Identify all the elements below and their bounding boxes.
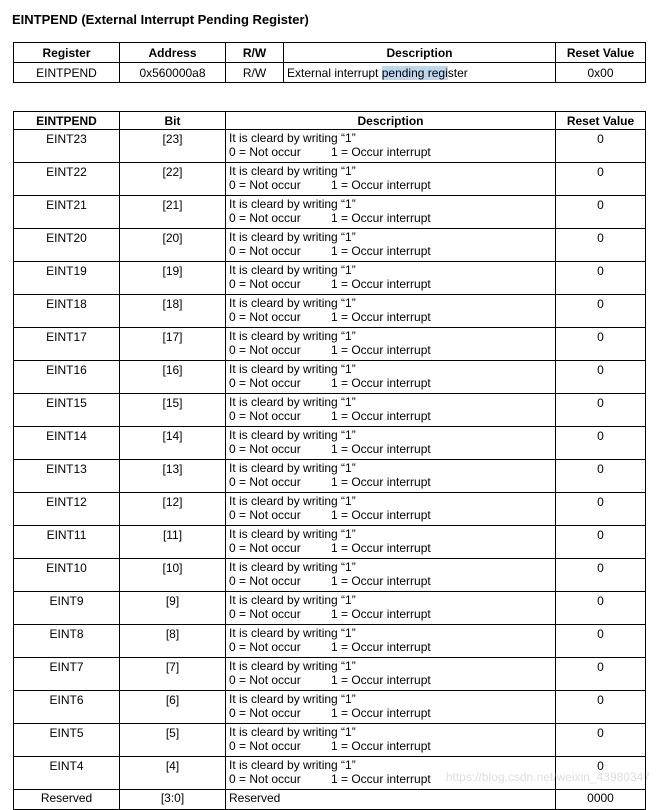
field-description bbox=[226, 493, 556, 526]
option-occur-interrupt: 1 = Occur interrupt bbox=[331, 178, 431, 192]
field-description bbox=[226, 295, 556, 328]
header-bit: Bit bbox=[120, 112, 226, 130]
field-name: EINT17 bbox=[14, 328, 120, 361]
description-line-2 bbox=[229, 244, 552, 258]
option-not-occur: 0 = Not occur bbox=[229, 706, 301, 720]
description-line-1: It is cleard by writing “1” bbox=[229, 659, 356, 673]
description-text-end: ster bbox=[447, 65, 468, 80]
bit-table-header bbox=[14, 112, 646, 130]
table-row bbox=[14, 163, 646, 196]
option-occur-interrupt: 1 = Occur interrupt bbox=[331, 574, 431, 588]
table-row bbox=[14, 559, 646, 592]
option-occur-interrupt: 1 = Occur interrupt bbox=[331, 739, 431, 753]
option-not-occur: 0 = Not occur bbox=[229, 409, 301, 423]
field-reset-value: 0 bbox=[556, 328, 646, 361]
description-line-1: It is cleard by writing “1” bbox=[229, 758, 356, 772]
watermark: https://blog.csdn.net/weixin_43980347 bbox=[445, 770, 650, 784]
field-description bbox=[226, 361, 556, 394]
description-line-1: It is cleard by writing “1” bbox=[229, 164, 356, 178]
register-description bbox=[284, 63, 556, 83]
option-not-occur: 0 = Not occur bbox=[229, 310, 301, 324]
field-bit: [21] bbox=[120, 196, 226, 229]
register-name: EINTPEND bbox=[14, 63, 120, 83]
field-description bbox=[226, 328, 556, 361]
field-bit: [8] bbox=[120, 625, 226, 658]
field-reset-value: 0 bbox=[556, 163, 646, 196]
field-reset-value: 0 bbox=[556, 361, 646, 394]
field-bit: [6] bbox=[120, 691, 226, 724]
field-bit: [22] bbox=[120, 163, 226, 196]
field-description bbox=[226, 460, 556, 493]
description-line-2 bbox=[229, 574, 552, 588]
description-line-2 bbox=[229, 739, 552, 753]
description-line-1: It is cleard by writing “1” bbox=[229, 725, 356, 739]
field-reset-value: 0 bbox=[556, 658, 646, 691]
table-row bbox=[14, 229, 646, 262]
field-bit: [18] bbox=[120, 295, 226, 328]
field-description bbox=[226, 658, 556, 691]
register-address: 0x560000a8 bbox=[120, 63, 226, 83]
option-not-occur: 0 = Not occur bbox=[229, 640, 301, 654]
field-name: EINT12 bbox=[14, 493, 120, 526]
field-description bbox=[226, 394, 556, 427]
field-bit: [9] bbox=[120, 592, 226, 625]
register-summary-table bbox=[13, 42, 646, 83]
option-not-occur: 0 = Not occur bbox=[229, 145, 301, 159]
field-bit: [17] bbox=[120, 328, 226, 361]
description-line-1: It is cleard by writing “1” bbox=[229, 296, 356, 310]
field-reset-value: 0 bbox=[556, 130, 646, 163]
header-reset-value: Reset Value bbox=[556, 112, 646, 130]
field-name: EINT14 bbox=[14, 427, 120, 460]
register-reset-value: 0x00 bbox=[556, 63, 646, 83]
field-description: Reserved bbox=[226, 790, 556, 810]
option-occur-interrupt: 1 = Occur interrupt bbox=[331, 211, 431, 225]
description-line-2 bbox=[229, 706, 552, 720]
description-line-2 bbox=[229, 541, 552, 555]
field-name: EINT20 bbox=[14, 229, 120, 262]
option-not-occur: 0 = Not occur bbox=[229, 508, 301, 522]
field-bit: [14] bbox=[120, 427, 226, 460]
table-row bbox=[14, 493, 646, 526]
option-occur-interrupt: 1 = Occur interrupt bbox=[331, 376, 431, 390]
field-reset-value: 0 bbox=[556, 757, 646, 790]
table-row bbox=[14, 361, 646, 394]
table-row-reserved bbox=[14, 790, 646, 810]
field-description bbox=[226, 724, 556, 757]
field-reset-value: 0 bbox=[556, 196, 646, 229]
field-name: EINT18 bbox=[14, 295, 120, 328]
field-description bbox=[226, 592, 556, 625]
field-name: EINT8 bbox=[14, 625, 120, 658]
field-bit: [13] bbox=[120, 460, 226, 493]
field-description bbox=[226, 757, 556, 790]
description-text: External interrupt bbox=[287, 65, 382, 80]
field-reset-value: 0 bbox=[556, 460, 646, 493]
option-occur-interrupt: 1 = Occur interrupt bbox=[331, 442, 431, 456]
description-line-2 bbox=[229, 277, 552, 291]
field-name: EINT4 bbox=[14, 757, 120, 790]
field-description bbox=[226, 262, 556, 295]
table-row bbox=[14, 691, 646, 724]
field-description bbox=[226, 691, 556, 724]
field-name: EINT9 bbox=[14, 592, 120, 625]
description-line-1: It is cleard by writing “1” bbox=[229, 560, 356, 574]
option-occur-interrupt: 1 = Occur interrupt bbox=[331, 145, 431, 159]
field-name: EINT16 bbox=[14, 361, 120, 394]
register-rw: R/W bbox=[226, 63, 284, 83]
description-line-2 bbox=[229, 607, 552, 621]
field-description bbox=[226, 130, 556, 163]
option-not-occur: 0 = Not occur bbox=[229, 607, 301, 621]
field-bit: [3:0] bbox=[120, 790, 226, 810]
field-name: EINT6 bbox=[14, 691, 120, 724]
field-bit: [4] bbox=[120, 757, 226, 790]
field-name: EINT11 bbox=[14, 526, 120, 559]
field-reset-value: 0 bbox=[556, 229, 646, 262]
page-title: EINTPEND (External Interrupt Pending Register) bbox=[12, 12, 309, 27]
option-not-occur: 0 = Not occur bbox=[229, 442, 301, 456]
option-occur-interrupt: 1 = Occur interrupt bbox=[331, 310, 431, 324]
option-occur-interrupt: 1 = Occur interrupt bbox=[331, 277, 431, 291]
field-description bbox=[226, 163, 556, 196]
table-row bbox=[14, 625, 646, 658]
field-reset-value: 0 bbox=[556, 724, 646, 757]
option-occur-interrupt: 1 = Occur interrupt bbox=[331, 706, 431, 720]
header-reset-value: Reset Value bbox=[556, 43, 646, 63]
option-occur-interrupt: 1 = Occur interrupt bbox=[331, 508, 431, 522]
option-not-occur: 0 = Not occur bbox=[229, 673, 301, 687]
description-line-1: It is cleard by writing “1” bbox=[229, 197, 356, 211]
description-line-1: It is cleard by writing “1” bbox=[229, 527, 356, 541]
field-bit: [5] bbox=[120, 724, 226, 757]
option-not-occur: 0 = Not occur bbox=[229, 211, 301, 225]
field-bit: [12] bbox=[120, 493, 226, 526]
option-not-occur: 0 = Not occur bbox=[229, 541, 301, 555]
option-occur-interrupt: 1 = Occur interrupt bbox=[331, 673, 431, 687]
field-reset-value: 0 bbox=[556, 559, 646, 592]
description-line-2 bbox=[229, 211, 552, 225]
field-description bbox=[226, 625, 556, 658]
table-row bbox=[14, 262, 646, 295]
option-not-occur: 0 = Not occur bbox=[229, 178, 301, 192]
table-row bbox=[14, 658, 646, 691]
option-occur-interrupt: 1 = Occur interrupt bbox=[331, 772, 431, 786]
bit-field-table bbox=[13, 111, 646, 810]
table-row bbox=[14, 196, 646, 229]
header-register: Register bbox=[14, 43, 120, 63]
option-occur-interrupt: 1 = Occur interrupt bbox=[331, 640, 431, 654]
highlighted-text: pending regi bbox=[381, 65, 448, 80]
field-bit: [20] bbox=[120, 229, 226, 262]
table-row bbox=[14, 526, 646, 559]
description-line-1: It is cleard by writing “1” bbox=[229, 428, 356, 442]
option-not-occur: 0 = Not occur bbox=[229, 277, 301, 291]
description-line-1: It is cleard by writing “1” bbox=[229, 461, 356, 475]
table-row bbox=[14, 130, 646, 163]
description-line-1: It is cleard by writing “1” bbox=[229, 263, 356, 277]
description-line-1: It is cleard by writing “1” bbox=[229, 494, 356, 508]
option-occur-interrupt: 1 = Occur interrupt bbox=[331, 409, 431, 423]
field-name: EINT21 bbox=[14, 196, 120, 229]
description-line-1: It is cleard by writing “1” bbox=[229, 626, 356, 640]
description-line-1: It is cleard by writing “1” bbox=[229, 329, 356, 343]
option-not-occur: 0 = Not occur bbox=[229, 244, 301, 258]
field-reset-value: 0 bbox=[556, 295, 646, 328]
field-description bbox=[226, 526, 556, 559]
field-description bbox=[226, 427, 556, 460]
description-line-1: It is cleard by writing “1” bbox=[229, 230, 356, 244]
description-line-2 bbox=[229, 145, 552, 159]
option-not-occur: 0 = Not occur bbox=[229, 772, 301, 786]
field-bit: [23] bbox=[120, 130, 226, 163]
field-reset-value: 0 bbox=[556, 691, 646, 724]
table-row bbox=[14, 757, 646, 790]
header-rw: R/W bbox=[226, 43, 284, 63]
header-eintpend: EINTPEND bbox=[14, 112, 120, 130]
option-not-occur: 0 = Not occur bbox=[229, 475, 301, 489]
description-line-2 bbox=[229, 508, 552, 522]
field-description bbox=[226, 229, 556, 262]
field-bit: [10] bbox=[120, 559, 226, 592]
field-reset-value: 0 bbox=[556, 427, 646, 460]
register-row bbox=[14, 63, 646, 83]
table-row bbox=[14, 328, 646, 361]
description-line-1: It is cleard by writing “1” bbox=[229, 692, 356, 706]
field-name: EINT22 bbox=[14, 163, 120, 196]
option-not-occur: 0 = Not occur bbox=[229, 376, 301, 390]
field-bit: [11] bbox=[120, 526, 226, 559]
option-not-occur: 0 = Not occur bbox=[229, 343, 301, 357]
field-bit: [19] bbox=[120, 262, 226, 295]
table-row bbox=[14, 394, 646, 427]
option-not-occur: 0 = Not occur bbox=[229, 574, 301, 588]
description-line-2 bbox=[229, 475, 552, 489]
field-name: Reserved bbox=[14, 790, 120, 810]
field-name: EINT7 bbox=[14, 658, 120, 691]
option-occur-interrupt: 1 = Occur interrupt bbox=[331, 475, 431, 489]
field-reset-value: 0 bbox=[556, 592, 646, 625]
description-line-1: It is cleard by writing “1” bbox=[229, 395, 356, 409]
header-description: Description bbox=[226, 112, 556, 130]
header-address: Address bbox=[120, 43, 226, 63]
field-reset-value: 0 bbox=[556, 262, 646, 295]
description-line-1: It is cleard by writing “1” bbox=[229, 593, 356, 607]
table-row bbox=[14, 724, 646, 757]
table-row bbox=[14, 427, 646, 460]
description-line-1: It is cleard by writing “1” bbox=[229, 362, 356, 376]
header-description: Description bbox=[284, 43, 556, 63]
field-name: EINT15 bbox=[14, 394, 120, 427]
option-occur-interrupt: 1 = Occur interrupt bbox=[331, 541, 431, 555]
description-line-2 bbox=[229, 310, 552, 324]
field-reset-value: 0 bbox=[556, 526, 646, 559]
field-name: EINT13 bbox=[14, 460, 120, 493]
description-line-2 bbox=[229, 442, 552, 456]
field-reset-value: 0000 bbox=[556, 790, 646, 810]
field-bit: [7] bbox=[120, 658, 226, 691]
field-bit: [15] bbox=[120, 394, 226, 427]
description-line-2 bbox=[229, 409, 552, 423]
option-not-occur: 0 = Not occur bbox=[229, 739, 301, 753]
field-description bbox=[226, 559, 556, 592]
table-row bbox=[14, 592, 646, 625]
description-line-2 bbox=[229, 673, 552, 687]
option-occur-interrupt: 1 = Occur interrupt bbox=[331, 607, 431, 621]
table-row bbox=[14, 295, 646, 328]
table-row bbox=[14, 460, 646, 493]
field-name: EINT23 bbox=[14, 130, 120, 163]
option-occur-interrupt: 1 = Occur interrupt bbox=[331, 244, 431, 258]
field-reset-value: 0 bbox=[556, 625, 646, 658]
description-line-2 bbox=[229, 343, 552, 357]
field-reset-value: 0 bbox=[556, 394, 646, 427]
description-line-1: It is cleard by writing “1” bbox=[229, 131, 356, 145]
description-line-2 bbox=[229, 640, 552, 654]
field-reset-value: 0 bbox=[556, 493, 646, 526]
field-name: EINT19 bbox=[14, 262, 120, 295]
description-line-2 bbox=[229, 178, 552, 192]
description-line-2 bbox=[229, 772, 552, 786]
description-line-2 bbox=[229, 376, 552, 390]
register-table-header bbox=[14, 43, 646, 63]
field-bit: [16] bbox=[120, 361, 226, 394]
option-occur-interrupt: 1 = Occur interrupt bbox=[331, 343, 431, 357]
field-description bbox=[226, 196, 556, 229]
field-name: EINT5 bbox=[14, 724, 120, 757]
field-name: EINT10 bbox=[14, 559, 120, 592]
